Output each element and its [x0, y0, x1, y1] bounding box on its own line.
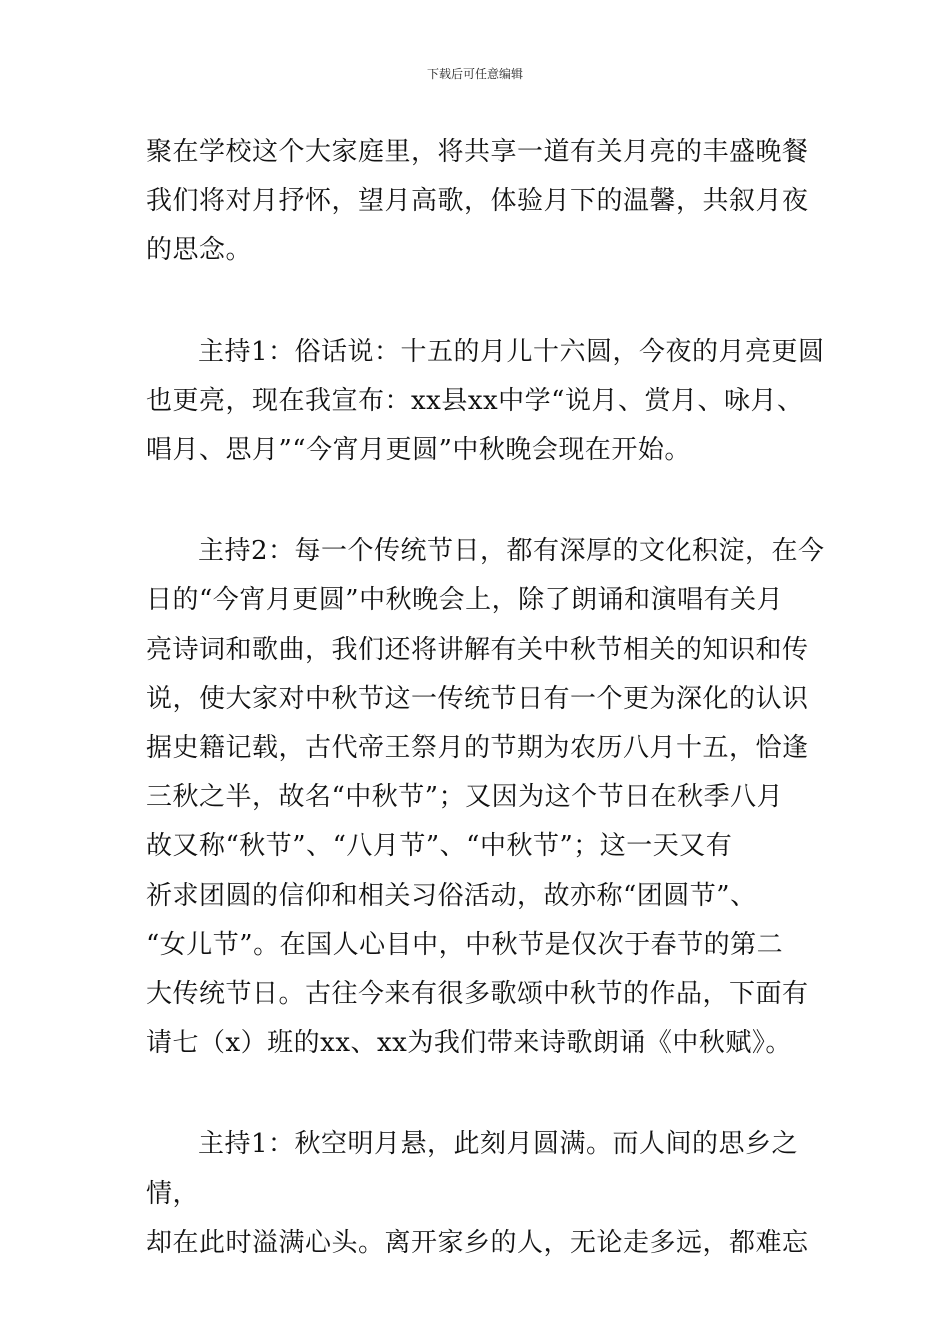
paragraph-host1-homesick: 主持1：秋空明月悬，此刻月圆满。而人间的思乡之情， 却在此时溢满心头。离开家乡的人，无论走多远，都难忘	[146, 1129, 809, 1258]
paragraph-host2-introduction: 主持2：每一个传统节日，都有深厚的文化积淀，在今 日的“今宵月更圆”中秋晚会上，除了朗诵和演唱有关月 亮诗词和歌曲，我们还将讲解有关中秋节相关的知识和传 说，使大家对中秋节这一传统节日有一个更为深化的认识 据史籍记载，古代帝王祭月的节期为农历八月十五，恰逢 三秋之半，故名“中秋节”；又因为这个节日在秋季八月 故又称“秋节”、“八月节”、“中秋节”；这一天又有 祈求团圆的信仰和相关习俗活动，故亦称“团圆节”、 “女儿节”。在国人心目中，中秋节是仅次于春节的第二 大传统节日。古往今来有很多歌颂中秋节的作品，下面有 请七（x）班的xx、xx为我们带来诗歌朗诵《中秋赋》。	[146, 536, 825, 1059]
paragraph-gap	[146, 276, 836, 328]
paragraph-gap	[146, 475, 836, 527]
document-body	[146, 128, 836, 1268]
paragraph-opening: 聚在学校这个大家庭里，将共享一道有关月亮的丰盛晚餐 我们将对月抒怀，望月高歌，体验月下的温馨，共叙月夜 的思念。	[146, 137, 809, 266]
paragraph-gap	[146, 1068, 836, 1120]
paragraph-host1-announcement: 主持1：俗话说：十五的月儿十六圆，今夜的月亮更圆 也更亮，现在我宣布：xx县xx中学“说月、赏月、咏月、 唱月、思月”“今宵月更圆”中秋晚会现在开始。	[146, 336, 825, 466]
page-header: 下载后可任意编辑	[426, 67, 523, 81]
